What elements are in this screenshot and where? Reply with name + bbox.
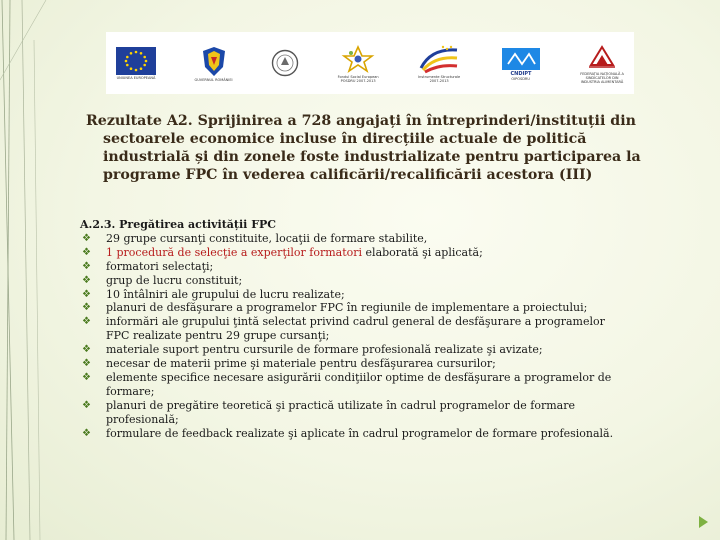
cndipt-icon: [500, 46, 542, 76]
list-item: ❖ planuri de desfăşurare a programelor FPC în regiunile de implementare a proiectului;: [82, 301, 588, 315]
eu-logo: [116, 34, 156, 92]
diamond-bullet-icon: ❖: [82, 232, 91, 244]
fse-star-icon: [338, 44, 378, 74]
list-item: ❖ formatori selectaţi;: [82, 259, 214, 273]
federation-logo: [580, 34, 624, 92]
eu-caption: UNIUNEA EUROPEANĂ: [116, 75, 156, 80]
next-slide-arrow-icon: [699, 516, 708, 528]
structural-instruments-caption: Instrumente Structurale 2007-2013: [418, 74, 461, 83]
cndipt-logo: [500, 34, 542, 92]
list-item: ❖ 10 întâlniri ale grupului de lucru realizate;: [82, 287, 345, 301]
structural-instruments-logo: [417, 34, 461, 92]
federation-icon: [585, 43, 619, 71]
government-logo: [195, 34, 233, 92]
list-item: ❖ 29 grupe cursanţi constituite, locaţii de formare stabilite,: [82, 231, 428, 245]
diamond-bullet-icon: ❖: [82, 358, 91, 370]
diamond-bullet-icon: ❖: [82, 316, 91, 328]
highlighted-text: 1 procedură de selecţie a experţilor formatori: [106, 245, 363, 259]
federation-caption: FEDERAȚIA NAȚIONALĂ A SINDICATELOR DIN INDUSTRIA ALIMENTARĂ: [580, 71, 624, 84]
title-line-1: Rezultate A2. Sprijinirea a 728 angajați în întreprinderi/instituții din: [86, 113, 636, 129]
diamond-bullet-icon: ❖: [82, 302, 91, 314]
ministry-logo: [271, 34, 299, 92]
government-caption: GUVERNUL ROMÂNIEI: [194, 77, 233, 82]
results-list: [80, 232, 700, 441]
ministry-seal-icon: [271, 49, 299, 77]
list-item: ❖ informări ale grupului ţintă selectat privind cadrul general de desfăşurare a programelor FPC realizate pentru 29 grupe cursanţi;: [82, 315, 605, 343]
list-item: ❖ necesar de materii prime şi materiale pentru desfăşurarea cursurilor;: [82, 357, 496, 371]
diamond-bullet-icon: ❖: [82, 371, 91, 383]
structural-instruments-icon: [417, 44, 461, 74]
cndipt-label: CNDIPT: [510, 70, 532, 76]
list-item: ❖ elemente specifice necesare asigurării condiţiilor optime de desfăşurare a programelor de formare;: [82, 370, 612, 398]
slide-title: [86, 112, 686, 184]
diamond-bullet-icon: ❖: [82, 288, 91, 300]
list-item: ❖ 1 procedură de selecţie a experţilor formatori elaborată şi aplicată;: [82, 245, 483, 259]
title-line-2: sectoarele economice incluse în direcțiile actuale de politică: [103, 131, 587, 147]
diamond-bullet-icon: ❖: [82, 399, 91, 411]
list-item: ❖ grup de lucru constituit;: [82, 273, 243, 287]
diamond-bullet-icon: ❖: [82, 427, 91, 439]
fse-logo: [338, 34, 379, 92]
activity-section: [80, 218, 700, 441]
list-item: ❖ planuri de pregătire teoretică şi practică utilizate în cadrul programelor de formare profesională;: [82, 398, 575, 426]
diamond-bullet-icon: ❖: [82, 274, 91, 286]
eu-flag-icon: [116, 47, 156, 75]
list-item: ❖ formulare de feedback realizate şi aplicate în cadrul programelor de formare profesională.: [82, 426, 614, 440]
title-line-4: programe FPC în vederea calificării/recalificării acestora (III): [103, 167, 593, 183]
diamond-bullet-icon: ❖: [82, 260, 91, 272]
fse-caption: Fondul Social European POSDRU 2007-2013: [337, 74, 379, 83]
diamond-bullet-icon: ❖: [82, 246, 91, 258]
partner-logos-bar: [106, 32, 634, 94]
diamond-bullet-icon: ❖: [82, 344, 91, 356]
title-line-3: industrială și din zonele foste industrializate pentru participarea la: [103, 149, 641, 165]
cndipt-sub-caption: OIPOSDRU: [511, 76, 530, 81]
list-item: ❖ materiale suport pentru cursurile de formare profesională realizate şi avizate;: [82, 343, 543, 357]
decorative-lines: [0, 0, 60, 540]
section-heading: A.2.3. Pregătirea activității FPC: [80, 218, 277, 231]
coat-of-arms-icon: [201, 45, 227, 77]
